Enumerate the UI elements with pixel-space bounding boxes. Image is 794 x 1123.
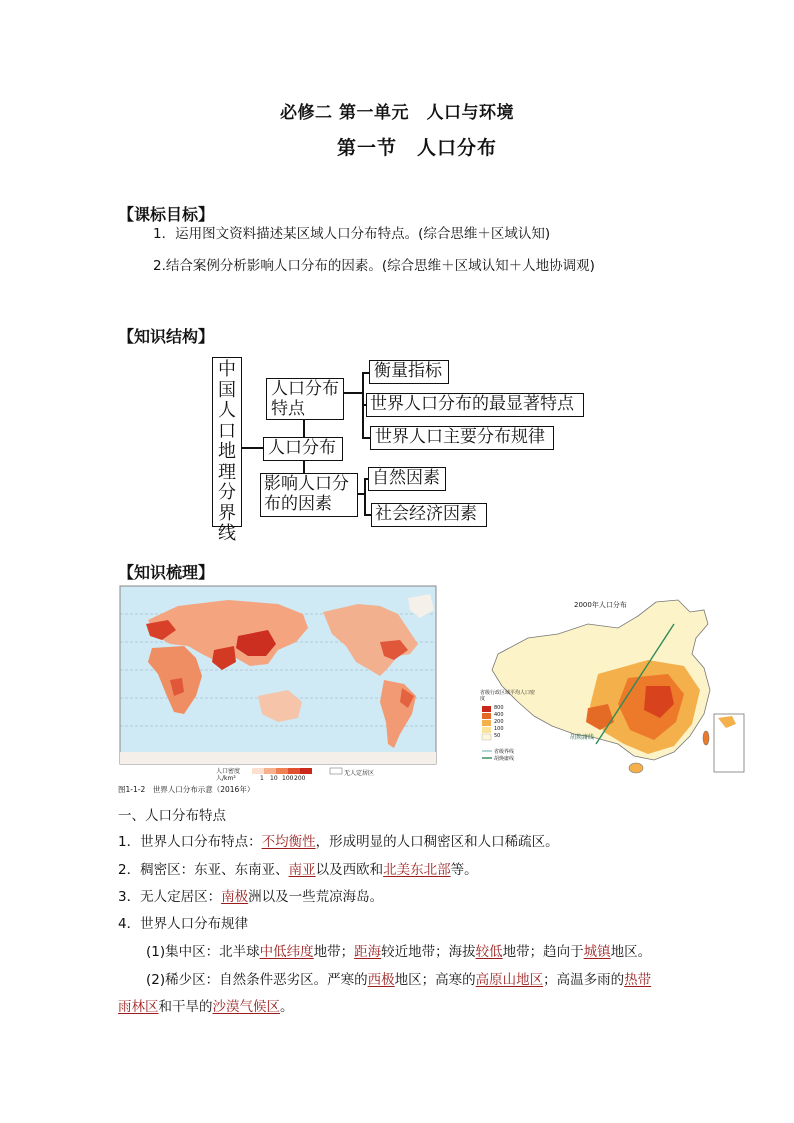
leaf-label-1: 衡量指标 xyxy=(374,361,442,381)
goals-heading: 【课标目标】 xyxy=(118,205,215,224)
china-legend-item: 胡焕庸线 xyxy=(494,756,515,762)
china-legend-title: 省级行政区域平均人口密度 xyxy=(480,690,536,702)
china-legend-value: 100 xyxy=(494,726,504,732)
china-map-legend xyxy=(482,706,492,758)
key-term: 沙漠气候区 xyxy=(212,999,280,1015)
note-text: 和干旱的 xyxy=(158,999,213,1015)
world-population-map xyxy=(118,584,438,796)
key-term: 高原山地区 xyxy=(475,972,544,988)
unit-title: 必修二 第一单元 人口与环境 xyxy=(280,103,514,123)
key-term: 中低纬度 xyxy=(259,944,314,960)
note-text: 地带；趋向于 xyxy=(502,944,584,960)
note-text: 1．世界人口分布特点： xyxy=(118,834,262,850)
key-term: 距海 xyxy=(354,944,382,960)
connector xyxy=(344,392,362,394)
leaf-label-3: 世界人口主要分布规律 xyxy=(375,427,545,447)
note-line-6 xyxy=(146,970,651,990)
note-line-2 xyxy=(118,860,478,880)
key-term: 南亚 xyxy=(288,862,316,878)
connector xyxy=(364,514,371,516)
section-title: 第一节 人口分布 xyxy=(336,137,497,159)
branch1-label: 人口分布特点 xyxy=(271,379,339,419)
china-population-map xyxy=(478,594,756,780)
china-legend-value: 400 xyxy=(494,712,504,718)
leaf-box xyxy=(368,467,446,491)
world-legend-unit: 人/km² xyxy=(216,775,236,782)
notes-heading: 一、人口分布特点 xyxy=(118,808,226,824)
note-text: (2)稀少区：自然条件恶劣区。严寒的 xyxy=(146,972,368,988)
key-term: 城镇 xyxy=(583,944,611,960)
note-text: 较近地带；海拔 xyxy=(381,944,476,960)
note-line-4: 4．世界人口分布规律 xyxy=(118,916,249,932)
mid-box xyxy=(263,437,343,461)
leaf-box xyxy=(371,503,487,527)
leaf-box xyxy=(366,393,584,417)
world-map-caption: 图1-1-2 世界人口分布示意（2016年） xyxy=(118,785,255,794)
note-line-3 xyxy=(118,887,383,907)
note-text: ，形成明显的人口稠密区和人口稀疏区。 xyxy=(315,834,559,850)
key-term: 北美东北部 xyxy=(383,862,451,878)
note-text: (1)集中区：北半球 xyxy=(146,944,260,960)
leaf-box xyxy=(370,426,554,450)
review-heading: 【知识梳理】 xyxy=(118,563,215,582)
world-legend-value: 100 xyxy=(282,775,294,782)
world-legend-title: 人口密度 xyxy=(216,768,241,775)
note-text: 3．无人定居区： xyxy=(118,889,222,905)
branch1-box xyxy=(266,378,344,420)
hu-line-label: 胡焕庸线 xyxy=(570,734,595,741)
leaf-box xyxy=(369,360,449,384)
note-text: 等。 xyxy=(450,862,478,878)
world-legend-value: 1 xyxy=(260,775,264,782)
root-label: 中国人口地理分界线 xyxy=(218,359,236,544)
note-text: 2．稠密区：东亚、东南亚、 xyxy=(118,862,289,878)
connector xyxy=(303,420,305,437)
world-legend-value: 200 xyxy=(294,775,306,782)
structure-heading: 【知识结构】 xyxy=(118,327,215,346)
branch2-box xyxy=(260,473,358,517)
china-map-image xyxy=(478,594,756,780)
note-text: 地区；高寒的 xyxy=(394,972,476,988)
leaf-label-2: 世界人口分布的最显著特点 xyxy=(370,394,574,414)
root-box xyxy=(212,357,242,544)
world-legend-value: 10 xyxy=(270,775,278,782)
connector xyxy=(242,447,263,449)
connector xyxy=(303,461,305,473)
key-term: 南极 xyxy=(221,889,249,905)
goal-item-1: 1．运用图文资料描述某区域人口分布特点。(综合思维＋区域认知) xyxy=(153,226,551,242)
note-line-5 xyxy=(146,942,651,962)
note-line-1 xyxy=(118,832,559,852)
china-map-title: 2000年人口分布 xyxy=(574,601,627,609)
key-term: 西极 xyxy=(367,972,395,988)
world-map-legend xyxy=(252,768,342,774)
branch2-label: 影响人口分布的因素 xyxy=(264,474,349,514)
key-term: 热带 xyxy=(624,972,652,988)
leaf-label-5: 社会经济因素 xyxy=(375,504,477,524)
china-legend-value: 800 xyxy=(494,705,504,711)
note-text: 。 xyxy=(280,999,294,1015)
key-term: 较低 xyxy=(475,944,503,960)
goal-item-2: 2.结合案例分析影响人口分布的因素。(综合思维＋区域认知＋人地协调观) xyxy=(153,258,595,274)
world-map-image xyxy=(118,584,438,796)
note-text: 洲以及一些荒凉海岛。 xyxy=(248,889,384,905)
note-text: 地带； xyxy=(313,944,355,960)
world-legend-none: 无人定居区 xyxy=(344,770,375,777)
china-legend-value: 50 xyxy=(494,733,501,739)
china-legend-item: 省级界线 xyxy=(494,749,515,755)
key-term: 雨林区 xyxy=(118,999,159,1015)
china-legend-value: 200 xyxy=(494,719,504,725)
mid-label: 人口分布 xyxy=(268,438,336,458)
note-text: 地区。 xyxy=(610,944,652,960)
note-line-7 xyxy=(118,997,294,1017)
leaf-label-4: 自然因素 xyxy=(372,468,440,488)
note-text: 以及西欧和 xyxy=(315,862,384,878)
note-text: ；高温多雨的 xyxy=(543,972,625,988)
connector xyxy=(362,437,370,439)
connector xyxy=(362,372,369,374)
key-term: 不均衡性 xyxy=(261,834,316,850)
connector xyxy=(364,478,366,514)
